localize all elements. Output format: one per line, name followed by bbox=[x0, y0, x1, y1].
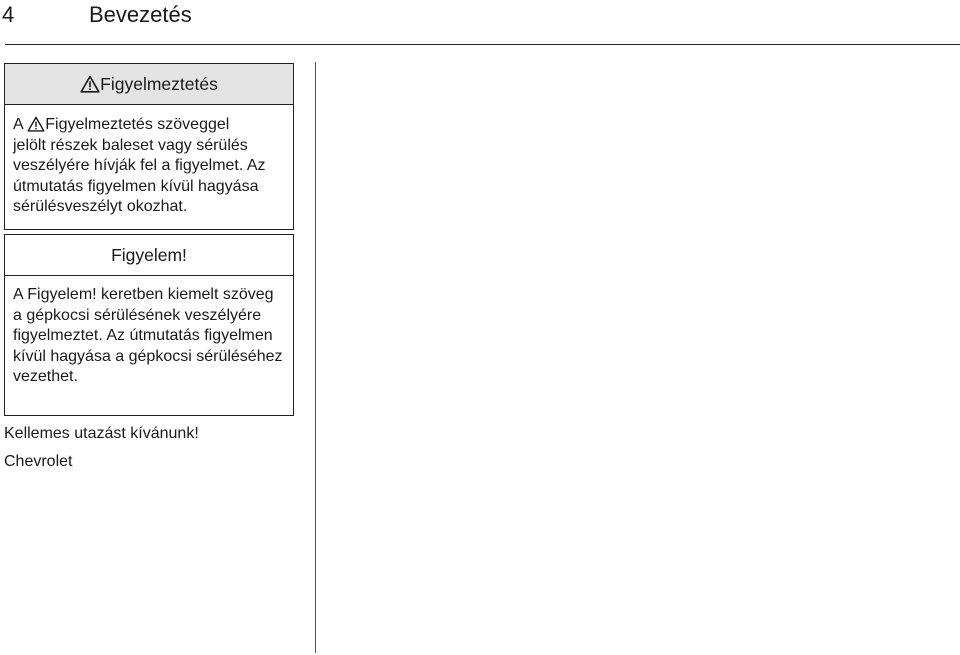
caution-lead-term: Figyelem! bbox=[27, 286, 97, 303]
column-divider bbox=[315, 62, 316, 653]
closing-greeting: Kellemes utazást kívánunk! bbox=[4, 425, 199, 442]
caution-box bbox=[4, 234, 294, 416]
warning-lead-term: Figyelmeztetés bbox=[45, 116, 153, 133]
warning-box-title: Figyelmeztetés bbox=[100, 73, 218, 94]
warning-box-text bbox=[5, 105, 293, 218]
caution-box-title: Figyelem! bbox=[111, 244, 187, 265]
warning-lead-prefix: A bbox=[13, 116, 28, 133]
page-number: 4 bbox=[2, 2, 15, 27]
warning-triangle-icon bbox=[80, 75, 100, 93]
warning-box bbox=[4, 63, 294, 230]
caution-lead-prefix: A bbox=[13, 286, 28, 303]
warning-triangle-icon bbox=[27, 116, 45, 132]
signature: Chevrolet bbox=[4, 453, 73, 470]
page-header bbox=[0, 0, 960, 46]
warning-text-rest: jelölt részek baleset vagy sérülés veszélyére hívják fel a figyelmet. Az útmutatás figyelmen kívül hagyása sérülésveszélyt okozhat. bbox=[13, 136, 266, 215]
header-rule bbox=[5, 44, 960, 45]
caution-text-rest: keretben kiemelt szöveg a gépkocsi sérülésének veszélyére figyelmeztet. Az útmutatás figyelmen kívül hagyása a gépkocsi sérüléséhez vezethet. bbox=[13, 286, 283, 385]
section-title: Bevezetés bbox=[89, 2, 192, 27]
warning-text-line1-rest: szöveggel bbox=[152, 116, 230, 133]
warning-box-header bbox=[5, 64, 293, 105]
caution-box-text bbox=[5, 276, 293, 388]
caution-box-header bbox=[5, 235, 293, 276]
